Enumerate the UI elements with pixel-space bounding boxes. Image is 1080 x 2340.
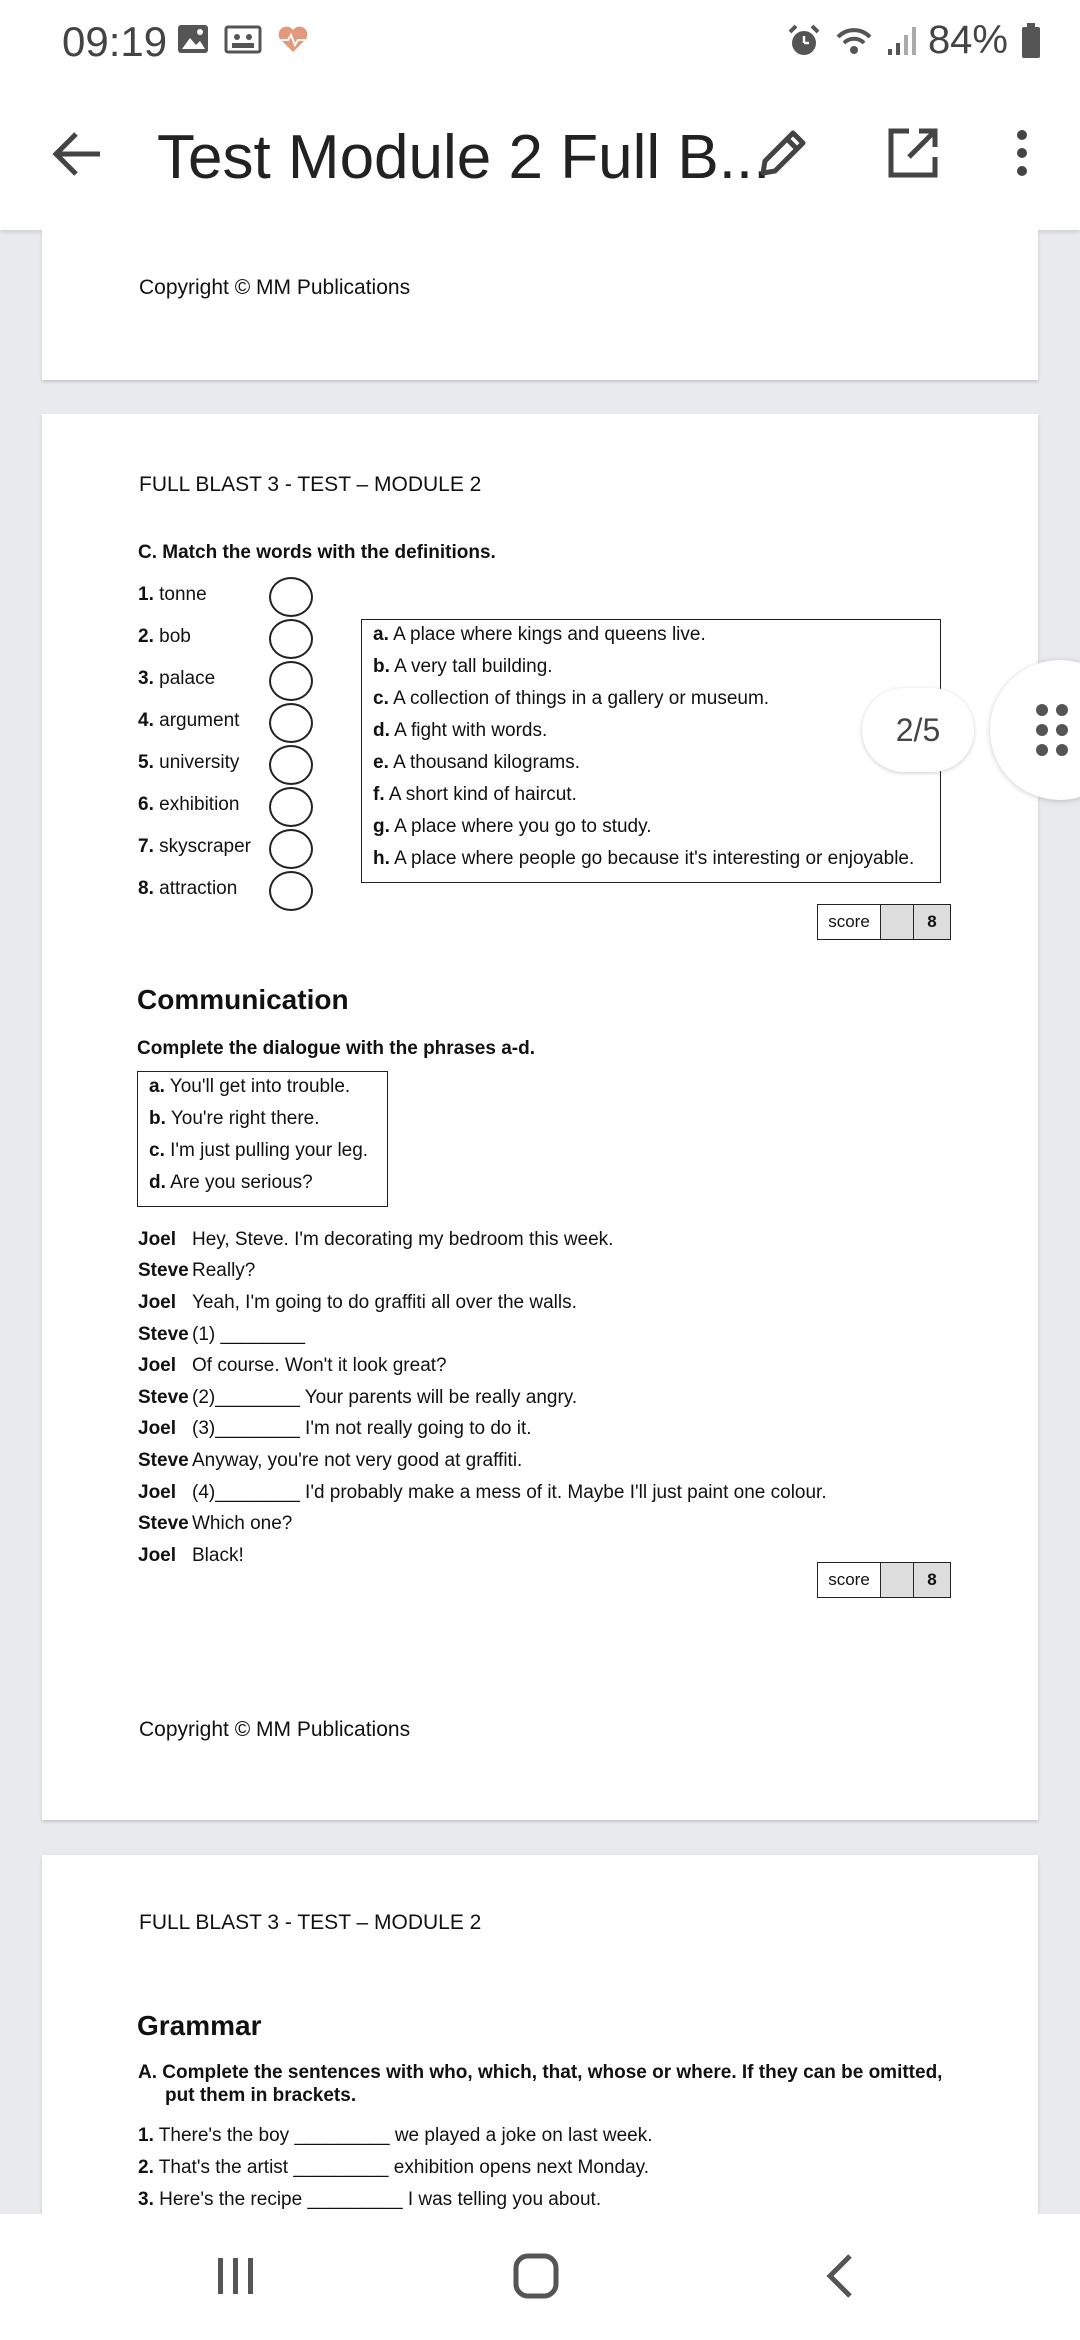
definition-item: g. A place where you go to study. bbox=[373, 816, 652, 837]
system-nav-bar bbox=[0, 2214, 1080, 2340]
dialogue-line: Steve (1) ________ bbox=[138, 1324, 306, 1345]
dialogue-line: Joel Of course. Won't it look great? bbox=[138, 1355, 447, 1376]
wifi-icon bbox=[834, 23, 874, 59]
phrase-item: d. Are you serious? bbox=[149, 1172, 313, 1193]
dialogue-line: Steve Which one? bbox=[138, 1513, 293, 1534]
phrases-box bbox=[137, 1071, 388, 1207]
word-item: 6. exhibition bbox=[138, 794, 240, 815]
phrase-item: a. You'll get into trouble. bbox=[149, 1076, 351, 1097]
section-c-title: C. Match the words with the definitions. bbox=[138, 542, 496, 563]
page-header: FULL BLAST 3 - TEST – MODULE 2 bbox=[139, 473, 482, 496]
answer-circle bbox=[269, 829, 313, 869]
score-label: score bbox=[818, 905, 881, 939]
answer-circle bbox=[269, 745, 313, 785]
battery-icon bbox=[1020, 22, 1042, 60]
grammar-heading: Grammar bbox=[137, 2010, 262, 2041]
copyright-text: Copyright © MM Publications bbox=[139, 1718, 411, 1741]
definition-item: b. A very tall building. bbox=[373, 656, 553, 677]
answer-circle bbox=[269, 787, 313, 827]
answer-circle bbox=[269, 703, 313, 743]
definition-item: h. A place where people go because it's interesting or enjoyable. bbox=[373, 848, 915, 869]
document-title: Test Module 2 Full B... bbox=[157, 123, 771, 192]
sentence-item: 1. There's the boy _________ we played a joke on last week. bbox=[138, 2125, 653, 2146]
dialogue-line: Joel Hey, Steve. I'm decorating my bedroom this week. bbox=[138, 1229, 614, 1250]
answer-circle bbox=[269, 619, 313, 659]
phrase-item: b. You're right there. bbox=[149, 1108, 320, 1129]
app-bar bbox=[0, 80, 1080, 230]
page-header: FULL BLAST 3 - TEST – MODULE 2 bbox=[139, 1911, 482, 1934]
signal-icon bbox=[886, 23, 916, 59]
word-item: 4. argument bbox=[138, 710, 240, 731]
phrase-item: c. I'm just pulling your leg. bbox=[149, 1140, 369, 1161]
more-options-icon[interactable] bbox=[1000, 125, 1044, 181]
grammar-a-instruction-cont: put them in brackets. bbox=[165, 2085, 357, 2106]
score-max: 8 bbox=[914, 905, 950, 939]
page-indicator: 2/5 bbox=[862, 688, 974, 772]
score-box bbox=[817, 904, 951, 940]
definition-item: a. A place where kings and queens live. bbox=[373, 624, 706, 645]
dialogue-line: Joel Yeah, I'm going to do graffiti all over the walls. bbox=[138, 1292, 577, 1313]
status-bar bbox=[0, 0, 1080, 80]
health-heart-icon bbox=[276, 22, 310, 56]
document-page-2 bbox=[42, 414, 1038, 1820]
definition-item: c. A collection of things in a gallery or museum. bbox=[373, 688, 770, 709]
battery-percent: 84% bbox=[927, 18, 1008, 62]
word-item: 2. bob bbox=[138, 626, 191, 647]
word-item: 7. skyscraper bbox=[138, 836, 251, 857]
answer-circle bbox=[269, 871, 313, 911]
home-icon[interactable] bbox=[512, 2252, 560, 2300]
grammar-a-instruction: A. Complete the sentences with who, which, that, whose or where. If they can be omitted, bbox=[138, 2062, 943, 2083]
score-box bbox=[817, 1562, 951, 1598]
definition-item: e. A thousand kilograms. bbox=[373, 752, 581, 773]
gallery-icon bbox=[176, 22, 210, 56]
edit-pencil-icon[interactable] bbox=[755, 125, 811, 181]
communication-heading: Communication bbox=[137, 984, 349, 1015]
score-field bbox=[881, 905, 914, 939]
word-item: 3. palace bbox=[138, 668, 216, 689]
word-item: 1. tonne bbox=[138, 584, 207, 605]
definition-item: f. A short kind of haircut. bbox=[373, 784, 577, 805]
recents-icon[interactable] bbox=[214, 2252, 258, 2300]
grid-dots-icon bbox=[1034, 702, 1074, 758]
dialogue-line: Joel Black! bbox=[138, 1545, 244, 1566]
back-arrow-icon[interactable] bbox=[48, 124, 108, 184]
alarm-icon bbox=[786, 23, 822, 59]
dialogue-line: Steve Really? bbox=[138, 1260, 256, 1281]
score-max: 8 bbox=[914, 1563, 950, 1597]
dialogue-instruction: Complete the dialogue with the phrases a-d. bbox=[137, 1038, 535, 1059]
answer-circle bbox=[269, 661, 313, 701]
dialogue-line: Steve Anyway, you're not very good at graffiti. bbox=[138, 1450, 523, 1471]
score-label: score bbox=[818, 1563, 881, 1597]
photo-frame-icon bbox=[224, 22, 262, 56]
dialogue-line: Steve (2)________ Your parents will be really angry. bbox=[138, 1387, 578, 1408]
open-external-icon[interactable] bbox=[885, 125, 941, 181]
word-item: 8. attraction bbox=[138, 878, 238, 899]
sentence-item: 2. That's the artist _________ exhibition opens next Monday. bbox=[138, 2157, 650, 2178]
document-page-1 bbox=[42, 230, 1038, 380]
word-item: 5. university bbox=[138, 752, 240, 773]
sentence-item: 3. Here's the recipe _________ I was telling you about. bbox=[138, 2189, 602, 2210]
back-icon[interactable] bbox=[820, 2252, 860, 2300]
definition-item: d. A fight with words. bbox=[373, 720, 548, 741]
answer-circle bbox=[269, 577, 313, 617]
dialogue-line: Joel (4)________ I'd probably make a mess of it. Maybe I'll just paint one colour. bbox=[138, 1482, 827, 1503]
definitions-box bbox=[361, 619, 941, 883]
dialogue-line: Joel (3)________ I'm not really going to do it. bbox=[138, 1418, 532, 1439]
score-field bbox=[881, 1563, 914, 1597]
copyright-text: Copyright © MM Publications bbox=[139, 276, 411, 299]
status-time: 09:19 bbox=[62, 18, 168, 65]
